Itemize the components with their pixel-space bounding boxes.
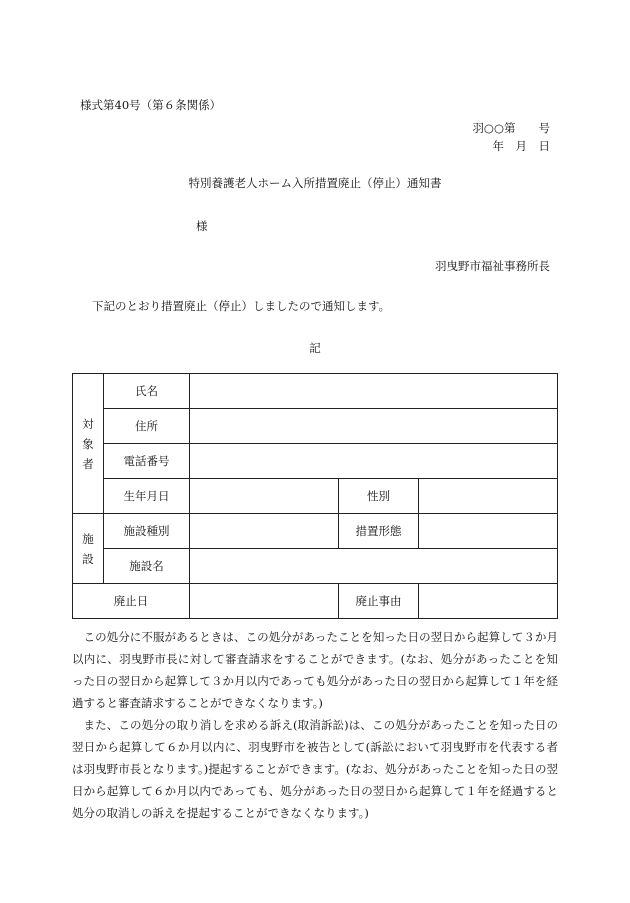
gender-field	[419, 479, 558, 514]
abolition-reason-field	[419, 584, 558, 619]
facility-name-field	[190, 549, 558, 584]
birthdate-label: 生年月日	[104, 479, 190, 514]
intro-text: 下記のとおり措置廃止（停止）しましたので通知します。	[92, 299, 391, 313]
table-row	[73, 479, 558, 514]
document-number: 羽○○第 号	[472, 121, 550, 135]
subject-group-label: 対 象 者	[73, 374, 104, 514]
phone-field	[190, 444, 558, 479]
abolition-date-field	[190, 584, 339, 619]
table-row	[73, 514, 558, 549]
name-field	[190, 374, 558, 409]
facility-name-label: 施設名	[104, 549, 190, 584]
document-date: 年 月 日	[492, 139, 550, 153]
phone-label: 電話番号	[104, 444, 190, 479]
name-label: 氏名	[104, 374, 190, 409]
notice-form-table	[72, 373, 558, 619]
measure-type-label: 措置形態	[339, 514, 419, 549]
abolition-reason-label: 廃止事由	[339, 584, 419, 619]
address-label: 住所	[104, 409, 190, 444]
table-row	[73, 549, 558, 584]
facility-group-label: 施 設	[73, 514, 104, 584]
table-row	[73, 444, 558, 479]
gender-label: 性別	[339, 479, 419, 514]
facility-type-label: 施設種別	[104, 514, 190, 549]
document-title: 特別養護老人ホーム入所措置廃止（停止）通知書	[188, 176, 442, 190]
table-row	[73, 374, 558, 409]
appeal-note-review: この処分に不服があるときは、この処分があったことを知った日の翌日から起算して３か月以内に、羽曳野市長に対して審査請求をすることができます。(なお、処分があったことを知った日の翌日から起算して３か月以内であっても処分があった日の翌日から起算して１年を経過すると審査請求することができなくなります。)	[72, 630, 558, 710]
appeal-note-lawsuit: また、この処分の取り消しを求める訴え(取消訴訟)は、この処分があったことを知った日の翌日から起算して６か月以内に、羽曳野市を被告として(訴訟において羽曳野市を代表する者は羽曳野市長となります。)提起することができます。(なお、処分があったことを知った日の翌日から起算して６か月以内であっても、処分があった日の翌日から起算して１年を経過すると処分の取消しの訴えを提起することができなくなります。)	[72, 718, 558, 820]
facility-type-field	[190, 514, 339, 549]
address-field	[190, 409, 558, 444]
appeal-notes	[72, 626, 558, 824]
addressee-honorific: 様	[196, 219, 208, 233]
birthdate-field	[190, 479, 339, 514]
abolition-date-label: 廃止日	[73, 584, 190, 619]
form-number: 様式第40号（第６条関係）	[80, 98, 222, 112]
sender-name: 羽曳野市福祉事務所長	[435, 259, 550, 273]
ki-heading: 記	[309, 341, 321, 355]
table-row	[73, 584, 558, 619]
table-row	[73, 409, 558, 444]
measure-type-field	[419, 514, 558, 549]
